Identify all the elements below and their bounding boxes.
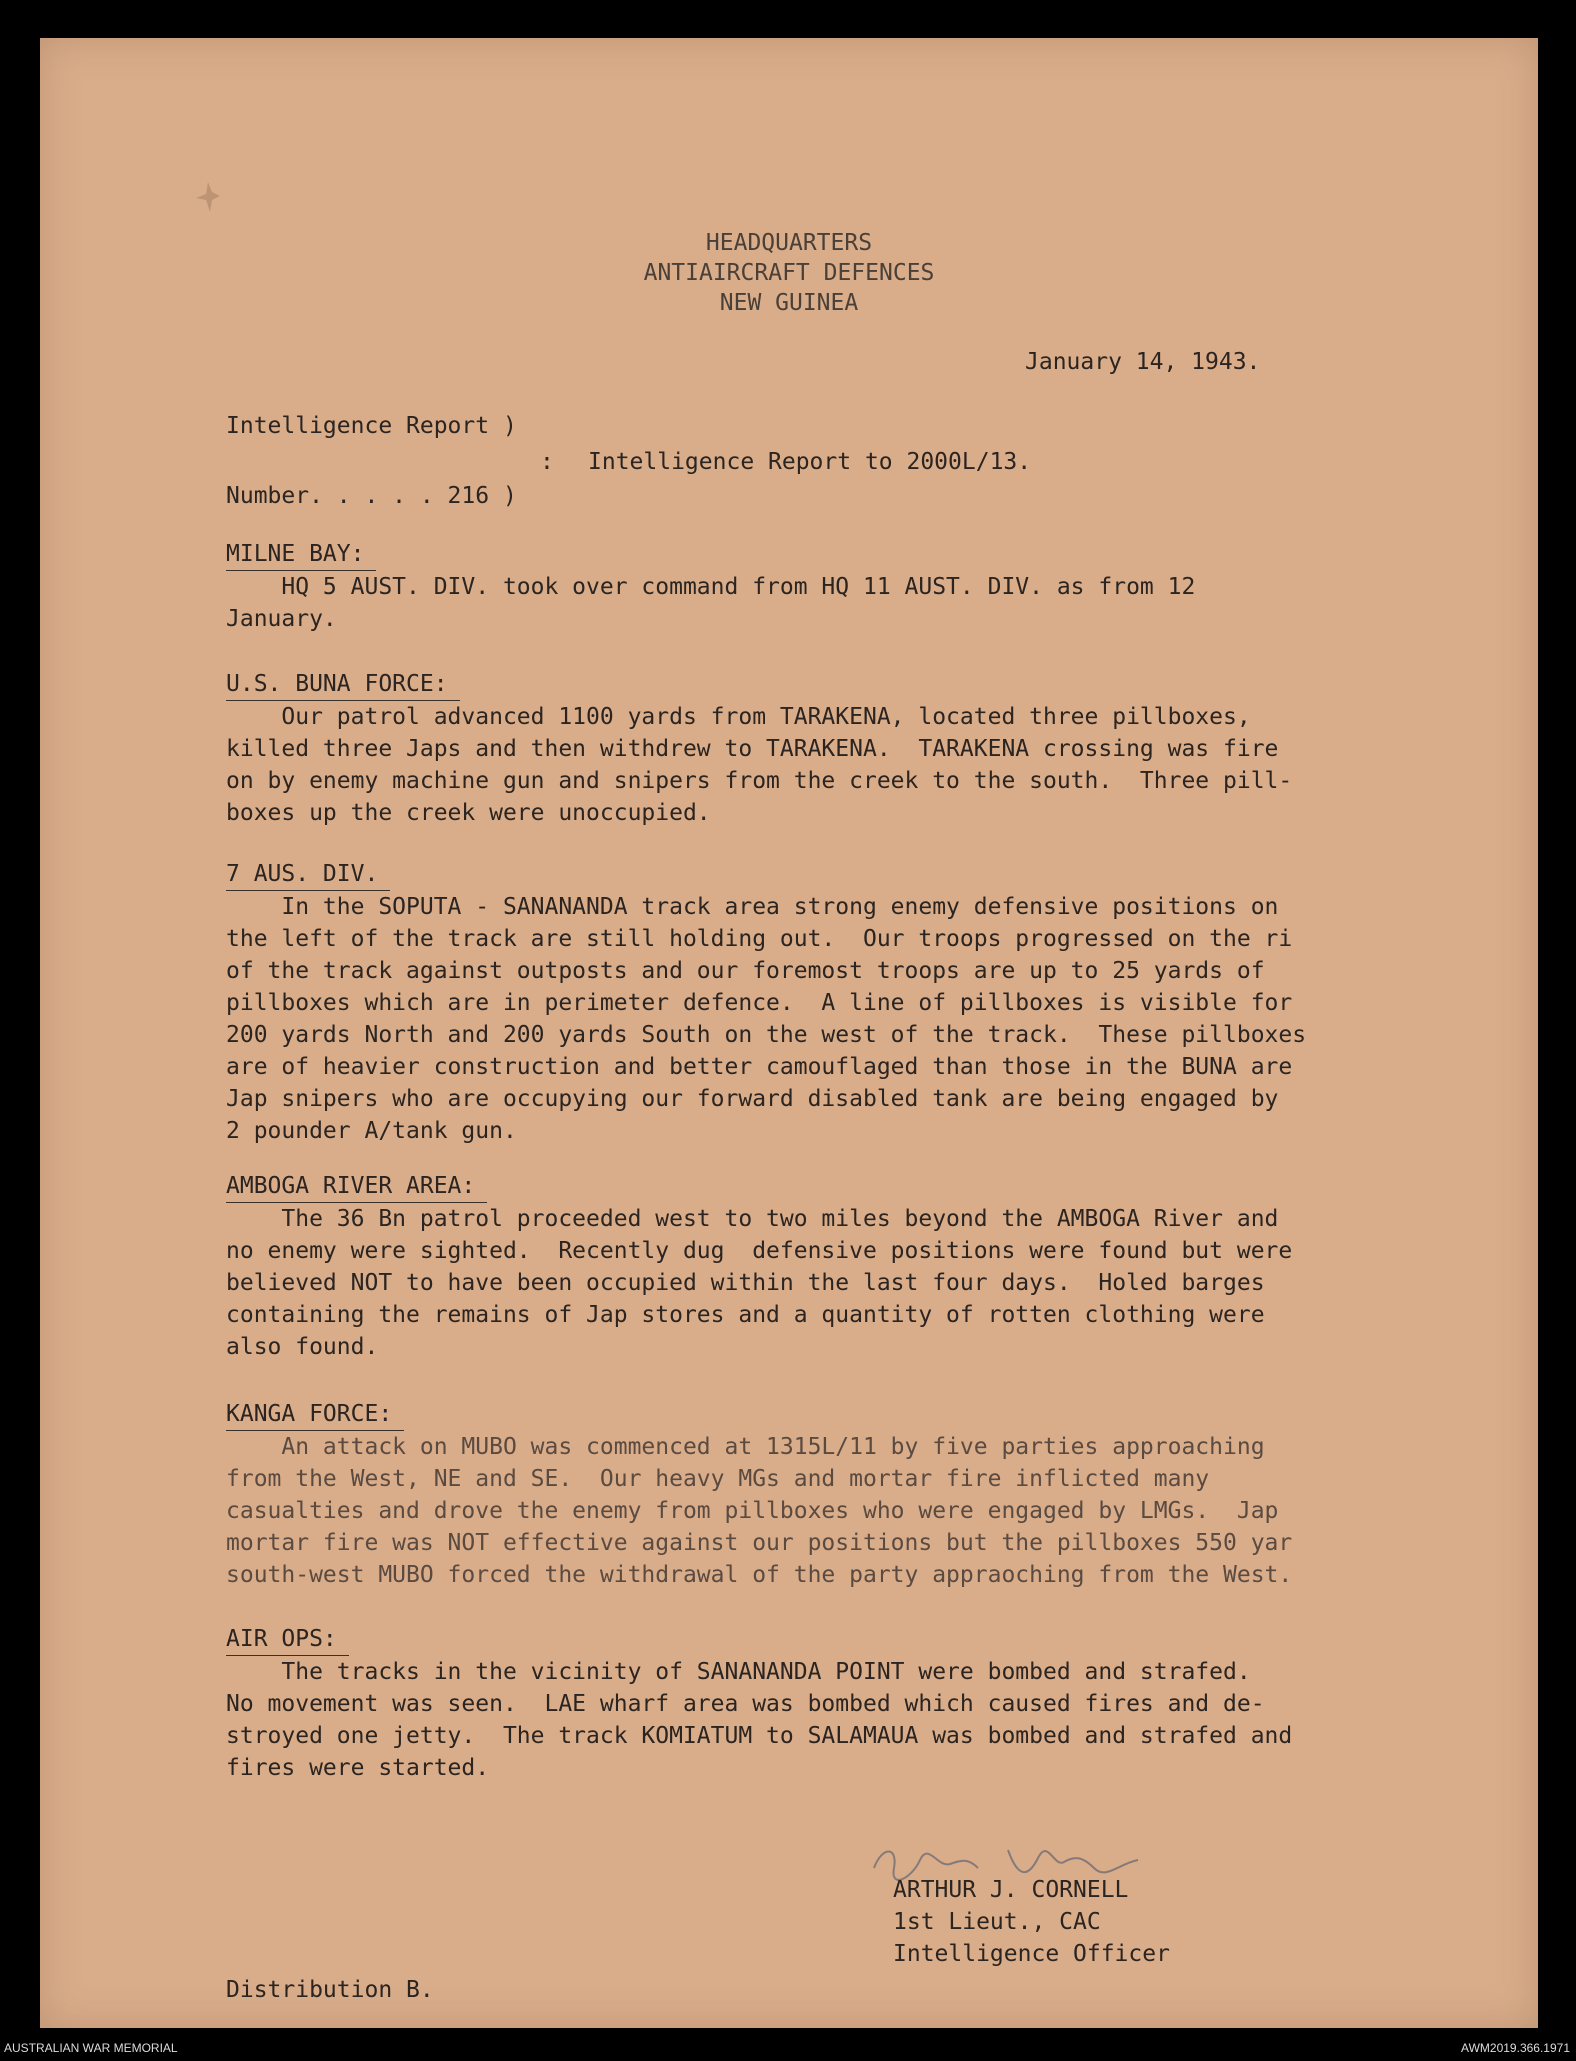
section-body: An attack on MUBO was commenced at 1315L/11 by five parties approaching from the West, NE and SE. Our heavy MGs and mortar fire inflicted many casualties and drove the enemy from pillboxes who were engaged by LMGs. Jap mortar fire was NOT effective against our positions but the pillboxes 550 yar south-west MUBO forced the withdrawal of the party appraoching from the West. [226, 1434, 1293, 1588]
section-kanga-force [226, 1398, 1466, 1591]
section-amboga-river-area [226, 1170, 1466, 1363]
section-body: HQ 5 AUST. DIV. took over command from HQ 11 AUST. DIV. as from 12 January. [226, 574, 1196, 632]
report-date: January 14, 1943. [1025, 349, 1261, 375]
report-number: Number. . . . . 216 ) [226, 483, 517, 509]
report-title: Intelligence Report to 2000L/13. [588, 449, 1032, 475]
report-colon: : [540, 449, 554, 475]
signer-role: Intelligence Officer [893, 1941, 1170, 1967]
section-milne-bay [226, 538, 1466, 635]
section-body: The tracks in the vicinity of SANANANDA POINT were bombed and strafed. No movement was seen. LAE wharf area was bombed which caused fires and de- stroyed one jetty. The track KOMIATUM to SALAMAUA was bombed and strafed and fires were started. [226, 1659, 1293, 1781]
header-line-3: NEW GUINEA [719, 290, 859, 316]
header-line-1: HEADQUARTERS [705, 230, 873, 256]
document-page [40, 38, 1538, 2028]
signature-block [893, 1874, 1170, 1970]
header-line-2: ANTIAIRCRAFT DEFENCES [643, 260, 935, 286]
section-title: AMBOGA RIVER AREA: [226, 1170, 487, 1203]
section-title: U.S. BUNA FORCE: [226, 668, 460, 701]
section-title: 7 AUS. DIV. [226, 858, 390, 891]
section-title: KANGA FORCE: [226, 1398, 404, 1431]
section-title: MILNE BAY: [226, 538, 376, 571]
section-body: Our patrol advanced 1100 yards from TARAKENA, located three pillboxes, killed three Japs and then withdrew to TARAKENA. TARAKENA crossing was fire on by enemy machine gun and snipers from the creek to the south. Three pill- boxes up the creek were unoccupied. [226, 704, 1293, 826]
section-body: The 36 Bn patrol proceeded west to two miles beyond the AMBOGA River and no enemy were sighted. Recently dug defensive positions were found but were believed NOT to have been occupied within the last four days. Holed barges containing the remains of Jap stores and a quantity of rotten clothing were also found. [226, 1206, 1293, 1360]
report-label: Intelligence Report ) [226, 413, 517, 439]
section-body: In the SOPUTA - SANANANDA track area strong enemy defensive positions on the left of the track are still holding out. Our troops progressed on the ri of the track against outposts and our foremost troops are up to 25 yards of pillboxes which are in perimeter defence. A line of pillboxes is visible for 200 yards North and 200 yards South on the west of the track. These pillboxes are of heavier construction and better camouflaged than those in the BUNA are Jap snipers who are occupying our forward disabled tank are being engaged by 2 pounder A/tank gun. [226, 894, 1307, 1144]
footer-archive-name: AUSTRALIAN WAR MEMORIAL [4, 2041, 178, 2055]
signer-rank: 1st Lieut., CAC [893, 1909, 1101, 1935]
section-title: AIR OPS: [226, 1623, 349, 1656]
signer-name: ARTHUR J. CORNELL [893, 1877, 1129, 1903]
footer-accession-number: AWM2019.366.1971 [1461, 2041, 1570, 2055]
section-7-aus-div [226, 858, 1466, 1147]
section-air-ops [226, 1623, 1466, 1784]
paper-blemish-icon [190, 178, 230, 218]
distribution-note: Distribution B. [226, 1977, 434, 2003]
section-us-buna-force [226, 668, 1466, 829]
